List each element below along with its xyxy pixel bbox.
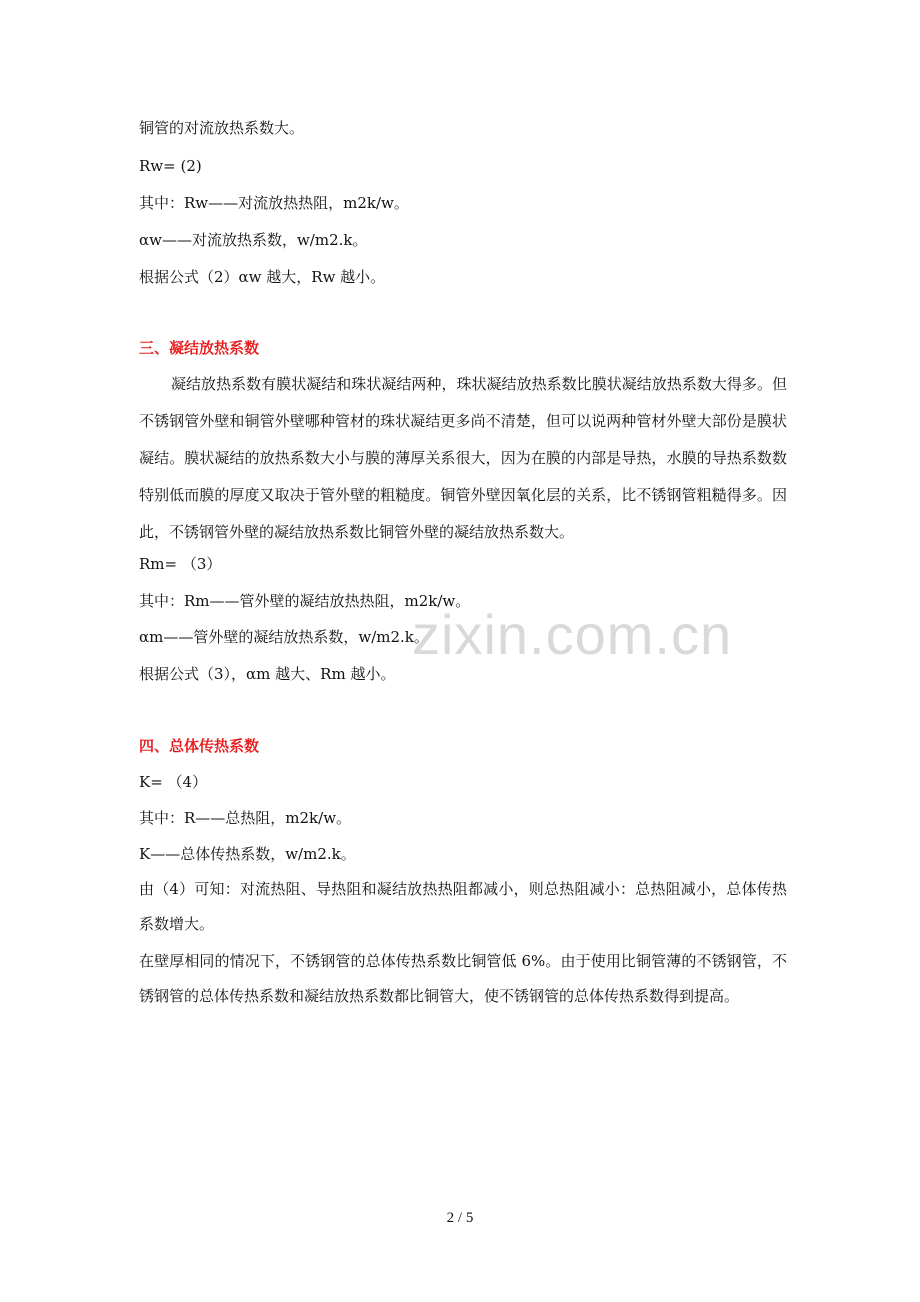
section-heading: 三、凝结放热系数 <box>139 339 260 357</box>
formula-k: K= （4） <box>139 773 208 791</box>
paragraph: 凝结放热系数有膜状凝结和珠状凝结两种，珠状凝结放热系数比膜状凝结放热系数大得多。但不锈钢管外壁和铜管外壁哪种管材的珠状凝结更多尚不清楚，但可以说两种管材外壁大部份是膜状凝结。膜状凝结的放热系数大小与膜的薄厚关系很大，因为在膜的内部是导热，水膜的导热系数数特别低而膜的厚度又取决于管外壁的粗糙度。铜管外壁因氧化层的关系，比不锈钢管粗糙得多。因此，不锈钢管外壁的凝结放热系数比铜管外壁的凝结放热系数大。 <box>139 375 787 541</box>
text-line: 其中：R——总热阻，m2k/w。 <box>139 809 352 827</box>
text-line: 铜管的对流放热系数大。 <box>139 119 305 137</box>
formula-rm: Rm= （3） <box>139 555 222 573</box>
section-heading: 四、总体传热系数 <box>139 737 260 755</box>
paragraph: 在壁厚相同的情况下，不锈钢管的总体传热系数比铜管低 6%。由于使用比铜管薄的不锈钢管，不锈钢管的总体传热系数和凝结放热系数都比铜管大，使不锈钢管的总体传热系数得到提高。 <box>139 952 787 1005</box>
text-line: 其中：Rw——对流放热热阻，m2k/w。 <box>139 194 409 212</box>
paragraph: 由（4）可知：对流热阻、导热阻和凝结放热热阻都减小，则总热阻减小：总热阻减小，总体传热系数增大。 <box>139 880 787 933</box>
text-line: 根据公式（2）αw 越大，Rw 越小。 <box>139 268 386 286</box>
text-line: αw——对流放热系数，w/m2.k。 <box>139 231 368 249</box>
text-line: 根据公式（3），αm 越大、Rm 越小。 <box>139 665 396 683</box>
watermark: zixin.com.cn <box>412 603 733 666</box>
text-line: K——总体传热系数，w/m2.k。 <box>139 845 356 863</box>
text-line: 其中：Rm——管外壁的凝结放热热阻，m2k/w。 <box>139 592 471 610</box>
text-line: αm——管外壁的凝结放热系数，w/m2.k。 <box>139 628 429 646</box>
page-number: 2 / 5 <box>446 1210 474 1226</box>
formula-rw: Rw= (2) <box>139 157 202 175</box>
